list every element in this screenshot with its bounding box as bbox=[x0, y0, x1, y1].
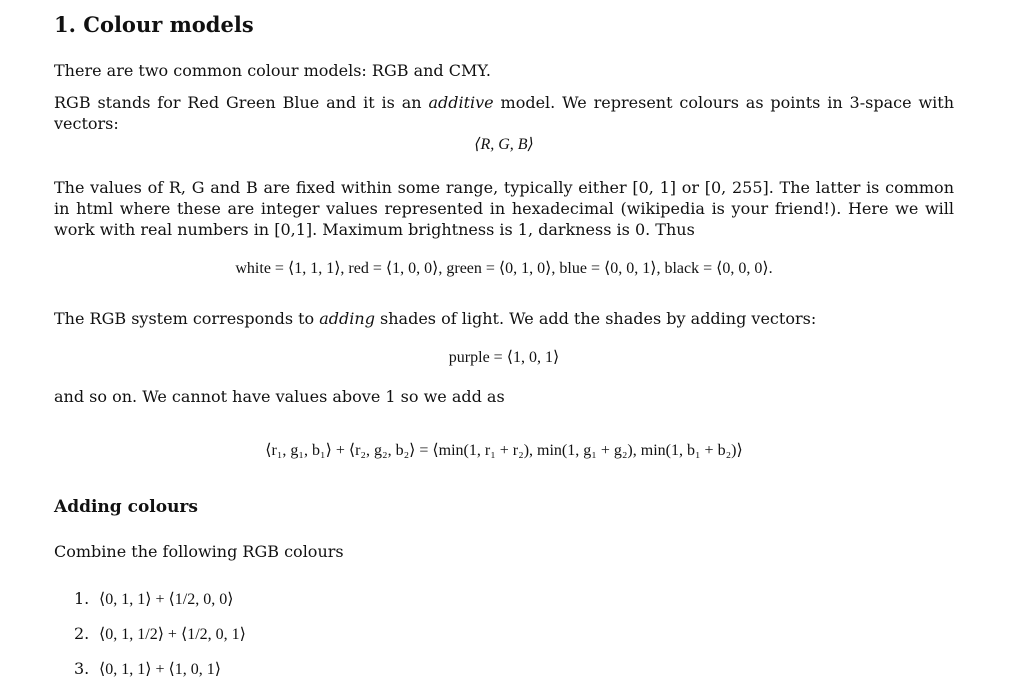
range-paragraph: The values of R, G and B are fixed within some range, typically either [0, 1] or [0, 255]. The latter is common in html where these are integer values represented in hexadecimal (wikipedia is your friend!). Here we will work with real numbers in [0,1]. Maximum brightness is 1, darkness is 0. Thus bbox=[54, 178, 954, 239]
exercise-intro: Combine the following RGB colours bbox=[54, 542, 344, 561]
adding-paragraph-text-1: The RGB system corresponds to bbox=[54, 309, 320, 328]
exercise-item-2 bbox=[74, 624, 246, 644]
section-title: 1. Colour models bbox=[54, 12, 254, 37]
exercise-number: 2. bbox=[74, 624, 90, 643]
colours-equation: white = ⟨1, 1, 1⟩, red = ⟨1, 0, 0⟩, green = ⟨0, 1, 0⟩, blue = ⟨0, 0, 1⟩, black = ⟨0, 0, 0⟩. bbox=[235, 260, 773, 277]
exercise-expression: ⟨0, 1, 1⟩ + ⟨1/2, 0, 0⟩ bbox=[99, 591, 234, 608]
exercise-expression: ⟨0, 1, 1⟩ + ⟨1, 0, 1⟩ bbox=[99, 661, 221, 678]
rgb-paragraph-text-1: RGB stands for Red Green Blue and it is an bbox=[54, 93, 429, 112]
rgb-paragraph-text-2: model. We represent colours as points in 3-space with vectors: bbox=[54, 93, 954, 133]
and-so-on-paragraph: and so on. We cannot have values above 1 so we add as bbox=[54, 387, 505, 406]
adding-paragraph-emphasis: adding bbox=[319, 309, 375, 328]
exercise-number: 3. bbox=[74, 659, 90, 678]
purple-equation: purple = ⟨1, 0, 1⟩ bbox=[448, 349, 560, 366]
rgb-paragraph-emphasis: additive bbox=[428, 93, 494, 112]
exercise-item-1 bbox=[74, 589, 233, 609]
rgb-paragraph bbox=[54, 92, 954, 134]
addition-equation: ⟨r₁, g₁, b₁⟩ + ⟨r₂, g₂, b₂⟩ = ⟨min(1, r₁ + r₂), min(1, g₁ + g₂), min(1, b₁ + b₂)⟩ bbox=[265, 442, 743, 459]
exercise-number: 1. bbox=[74, 589, 90, 608]
subsection-title: Adding colours bbox=[54, 497, 198, 517]
adding-paragraph-text-2: shades of light. We add the shades by adding vectors: bbox=[374, 309, 817, 328]
intro-paragraph: There are two common colour models: RGB and CMY. bbox=[54, 61, 491, 80]
exercise-expression: ⟨0, 1, 1/2⟩ + ⟨1/2, 0, 1⟩ bbox=[99, 626, 246, 643]
exercise-item-3 bbox=[74, 659, 221, 679]
vector-equation: ⟨R, G, B⟩ bbox=[474, 136, 534, 153]
adding-paragraph bbox=[54, 308, 954, 329]
